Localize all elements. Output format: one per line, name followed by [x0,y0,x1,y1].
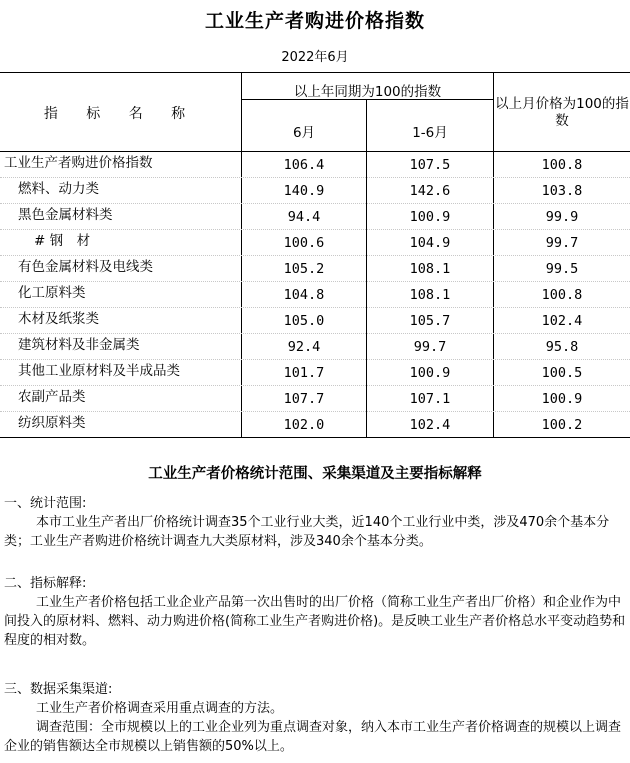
report-title: 工业生产者购进价格指数 [204,10,425,32]
header-mom: 以上月价格为100的指数 [495,96,629,129]
row-june: 140.9 [283,183,325,199]
row-ytd: 108.1 [409,261,451,277]
report-date: 2022年6月 [281,50,349,65]
row-mom: 103.8 [541,183,583,199]
row-ytd: 107.5 [409,157,451,173]
row-mom: 99.5 [545,261,579,277]
row-june: 100.6 [283,235,325,251]
row-ytd: 100.9 [409,365,451,381]
row-separator [0,281,630,282]
section-2-heading: 二、指标解释: [4,576,87,591]
row-mom: 102.4 [541,313,583,329]
section-1-body: 本市工业生产者出厂价格统计调查35个工业行业大类，近140个工业行业中类，涉及470余个基本分类；工业生产者购进价格统计调查九大类原材料，涉及340余个基本分类。 [4,515,610,549]
row-separator [0,203,630,204]
section-1-heading: 一、统计范围: [4,496,87,511]
row-separator [0,255,630,256]
row-name: 建筑材料及非金属类 [18,337,140,353]
row-june: 92.4 [287,339,321,355]
row-ytd: 100.9 [409,209,451,225]
row-ytd: 108.1 [409,287,451,303]
notes-title: 工业生产者价格统计范围、采集渠道及主要指标解释 [148,466,482,482]
row-mom: 100.9 [541,391,583,407]
header-june: 6月 [292,125,316,141]
section-3-heading: 三、数据采集渠道: [4,682,113,697]
row-mom: 100.2 [541,417,583,433]
row-name: 纺织原料类 [18,415,86,431]
row-name: 燃料、动力类 [18,181,99,197]
row-mom: 100.8 [541,287,583,303]
row-mom: 95.8 [545,339,579,355]
row-ytd: 107.1 [409,391,451,407]
row-june: 106.4 [283,157,325,173]
section-3-body: 工业生产者价格调查采用重点调查的方法。 [36,701,284,716]
row-june: 104.8 [283,287,325,303]
row-separator [0,385,630,386]
row-june: 94.4 [287,209,321,225]
row-separator [0,411,630,412]
row-separator [0,229,630,230]
table-top-border [0,72,630,73]
header-yoy-group: 以上年同期为100的指数 [293,84,442,100]
row-mom: 99.9 [545,209,579,225]
row-june: 105.2 [283,261,325,277]
row-name: 工业生产者购进价格指数 [4,155,153,171]
row-name: 农副产品类 [18,389,86,405]
row-name: 化工原料类 [18,285,86,301]
row-ytd: 142.6 [409,183,451,199]
row-name: # 钢 材 [34,233,91,249]
row-june: 107.7 [283,391,325,407]
row-mom: 100.5 [541,365,583,381]
row-ytd: 99.7 [413,339,447,355]
row-name: 木材及纸浆类 [18,311,99,327]
row-ytd: 102.4 [409,417,451,433]
row-name: 有色金属材料及电线类 [18,259,153,275]
section-2-body: 工业生产者价格包括工业企业产品第一次出售时的出厂价格（简称工业生产者出厂价格）和企业作为中间投入的原材料、燃料、动力购进价格(简称工业生产者购进价格)。是反映工业生产者价格总水平变动趋势和程度的相对数。 [4,595,626,648]
header-ytd: 1-6月 [412,125,448,141]
row-mom: 99.7 [545,235,579,251]
row-june: 105.0 [283,313,325,329]
row-ytd: 105.7 [409,313,451,329]
row-june: 101.7 [283,365,325,381]
row-mom: 100.8 [541,157,583,173]
row-ytd: 104.9 [409,235,451,251]
row-separator [0,177,630,178]
header-indicator-name: 指 标 名 称 [43,106,198,122]
row-name: 黑色金属材料类 [18,207,113,223]
row-separator [0,307,630,308]
header-bottom-border [0,151,630,152]
row-separator [0,333,630,334]
row-june: 102.0 [283,417,325,433]
row-name: 其他工业原材料及半成品类 [18,363,180,379]
table-bottom-border [0,437,630,438]
section-3-body-2: 调查范围：全市规模以上的工业企业列为重点调查对象，纳入本市工业生产者价格调查的规模以上调查企业的销售额达全市规模以上销售额的50%以上。 [4,720,622,754]
row-separator [0,359,630,360]
